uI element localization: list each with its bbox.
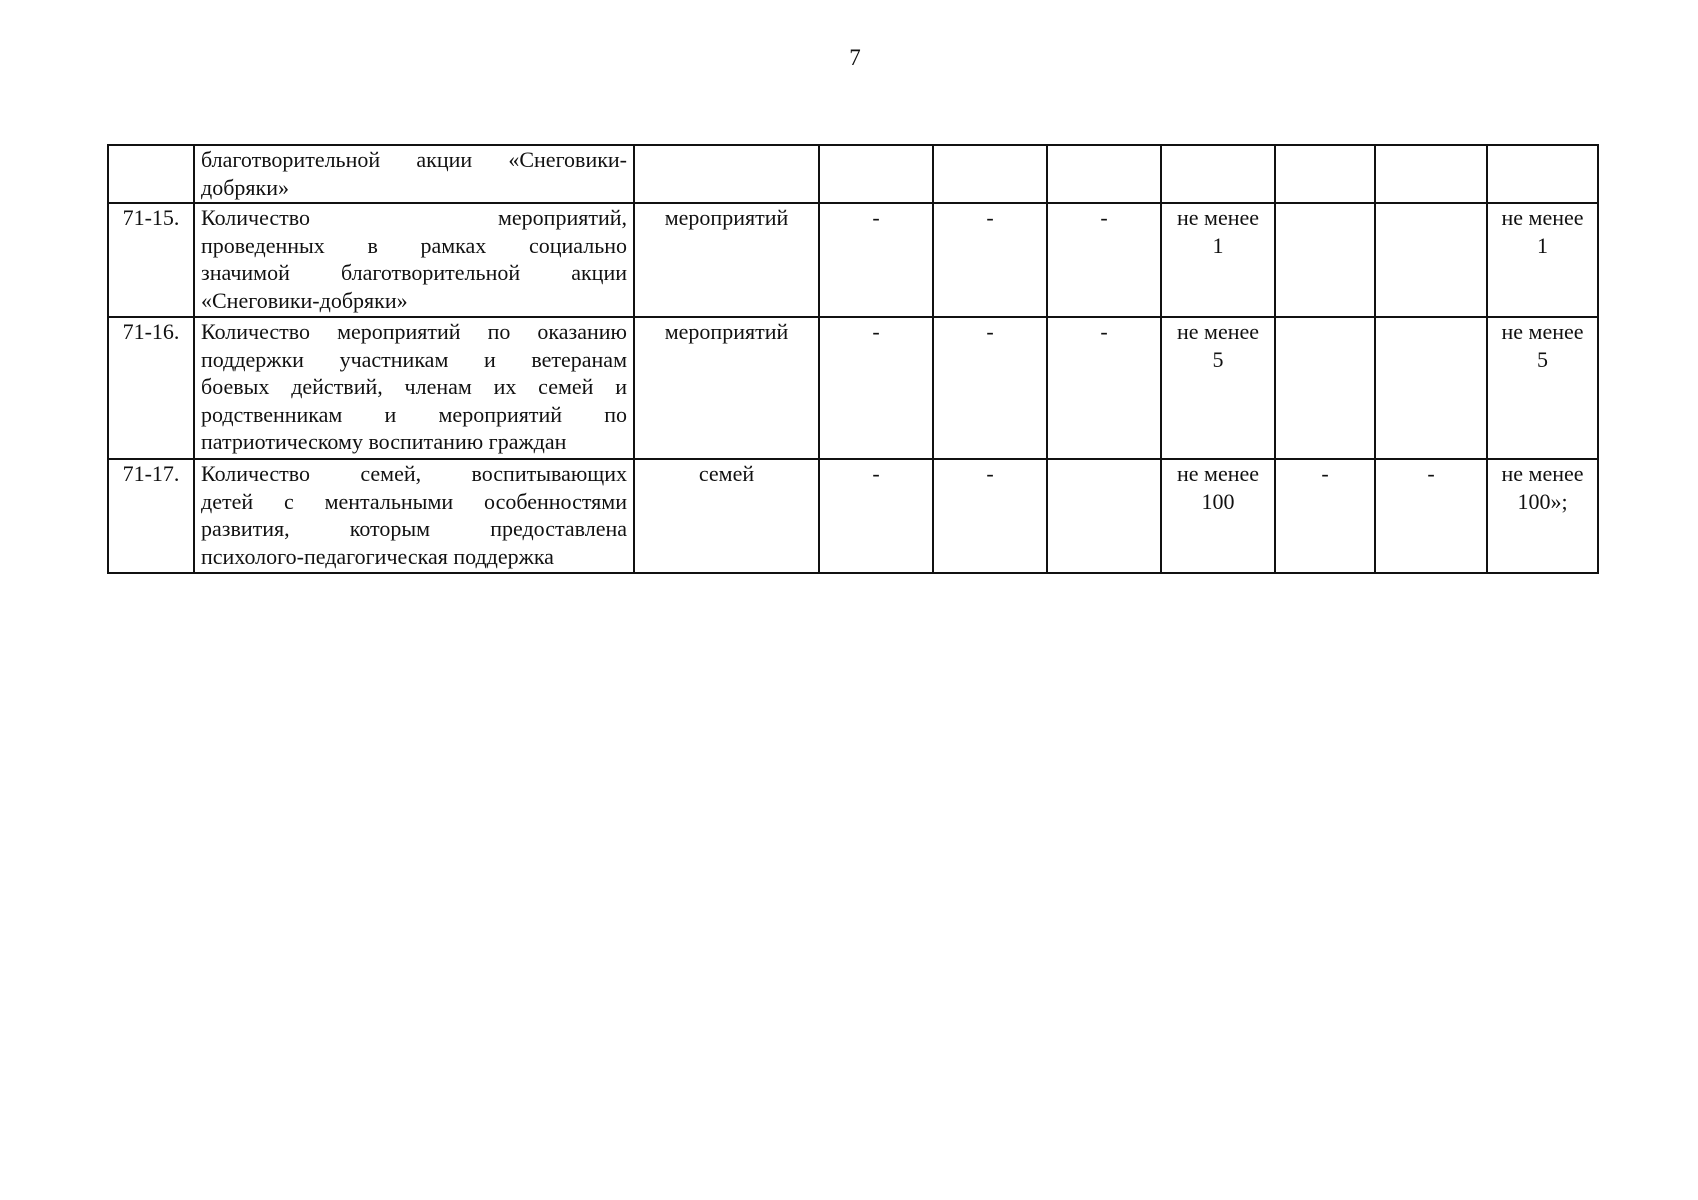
value-cell-6 bbox=[1375, 317, 1487, 459]
row-number-cell: 71-17. bbox=[108, 459, 194, 573]
table-row bbox=[108, 317, 1598, 459]
value-line: - bbox=[986, 461, 994, 486]
value-line: не менее bbox=[1176, 319, 1260, 344]
value-line: 100»; bbox=[1517, 488, 1568, 514]
value-line: не менее bbox=[1176, 205, 1260, 230]
value-cell-7 bbox=[1487, 317, 1598, 459]
value-cell-5 bbox=[1275, 317, 1375, 459]
value-line: 5 bbox=[1212, 346, 1224, 372]
value-line: - bbox=[872, 461, 880, 486]
value-cell-5 bbox=[1275, 145, 1375, 203]
unit-cell bbox=[634, 145, 819, 203]
value-cell-1 bbox=[819, 203, 933, 317]
value-cell-6 bbox=[1375, 145, 1487, 203]
table-row bbox=[108, 459, 1598, 573]
description-line: проведенных в рамках социально bbox=[201, 232, 627, 258]
value-line: не менее bbox=[1501, 319, 1584, 344]
description-line: боевых действий, членам их семей и bbox=[201, 374, 627, 399]
value-line: 1 bbox=[1537, 232, 1548, 258]
value-cell-7 bbox=[1487, 459, 1598, 573]
description-line: родственникам и мероприятий по bbox=[201, 401, 627, 427]
description-line: развития, которым предоставлена bbox=[201, 516, 627, 541]
value-cell-6 bbox=[1375, 203, 1487, 317]
table-row bbox=[108, 203, 1598, 317]
indicator-description-cell bbox=[194, 145, 634, 203]
value-line: - bbox=[1427, 461, 1435, 486]
value-cell-2 bbox=[933, 145, 1047, 203]
value-line: - bbox=[872, 205, 880, 230]
value-cell-3 bbox=[1047, 317, 1161, 459]
unit-cell: мероприятий bbox=[634, 317, 819, 459]
value-line: - bbox=[1100, 205, 1108, 230]
value-cell-4 bbox=[1161, 145, 1275, 203]
description-line: Количество мероприятий по оказанию bbox=[201, 319, 627, 344]
value-line: 100 bbox=[1201, 488, 1235, 514]
description-line: значимой благотворительной акции bbox=[201, 260, 627, 285]
row-number-cell: 71-15. bbox=[108, 203, 194, 317]
description-line: детей с ментальными особенностями bbox=[201, 488, 627, 514]
row-number-cell bbox=[108, 145, 194, 203]
value-cell-1 bbox=[819, 459, 933, 573]
description-line: добряки» bbox=[201, 174, 289, 200]
table-row bbox=[108, 145, 1598, 203]
description-line: благотворительной акции «Снеговики- bbox=[201, 147, 627, 172]
indicator-description-cell bbox=[194, 317, 634, 459]
value-line: - bbox=[1100, 319, 1108, 344]
indicators-table bbox=[107, 144, 1599, 574]
value-cell-5 bbox=[1275, 459, 1375, 573]
description-line: патриотическому воспитанию граждан bbox=[201, 429, 567, 454]
description-line: поддержки участникам и ветеранам bbox=[201, 346, 627, 372]
value-line: - bbox=[986, 205, 994, 230]
value-line: - bbox=[1321, 461, 1329, 486]
value-cell-6 bbox=[1375, 459, 1487, 573]
value-line: 5 bbox=[1537, 346, 1548, 372]
row-number-cell: 71-16. bbox=[108, 317, 194, 459]
description-line: психолого-педагогическая поддержка bbox=[201, 543, 554, 569]
value-line: не менее bbox=[1176, 461, 1260, 486]
value-cell-4 bbox=[1161, 459, 1275, 573]
value-line: не менее bbox=[1501, 461, 1584, 486]
value-line: 1 bbox=[1212, 232, 1224, 258]
value-cell-2 bbox=[933, 203, 1047, 317]
value-line: - bbox=[872, 319, 880, 344]
value-cell-3 bbox=[1047, 459, 1161, 573]
value-cell-7 bbox=[1487, 145, 1598, 203]
value-cell-1 bbox=[819, 317, 933, 459]
value-cell-2 bbox=[933, 317, 1047, 459]
description-line: «Снеговики-добряки» bbox=[201, 287, 408, 313]
value-cell-1 bbox=[819, 145, 933, 203]
description-line: Количество семей, воспитывающих bbox=[201, 461, 627, 486]
description-line: Количество мероприятий, bbox=[201, 205, 627, 230]
value-cell-5 bbox=[1275, 203, 1375, 317]
unit-cell: семей bbox=[634, 459, 819, 573]
unit-cell: мероприятий bbox=[634, 203, 819, 317]
value-cell-4 bbox=[1161, 203, 1275, 317]
table-body bbox=[108, 145, 1598, 573]
indicator-description-cell bbox=[194, 459, 634, 573]
value-cell-2 bbox=[933, 459, 1047, 573]
value-cell-3 bbox=[1047, 203, 1161, 317]
value-cell-4 bbox=[1161, 317, 1275, 459]
value-cell-3 bbox=[1047, 145, 1161, 203]
value-line: - bbox=[986, 319, 994, 344]
value-line: не менее bbox=[1501, 205, 1584, 230]
value-cell-7 bbox=[1487, 203, 1598, 317]
page-number: 7 bbox=[849, 45, 861, 70]
indicator-description-cell bbox=[194, 203, 634, 317]
